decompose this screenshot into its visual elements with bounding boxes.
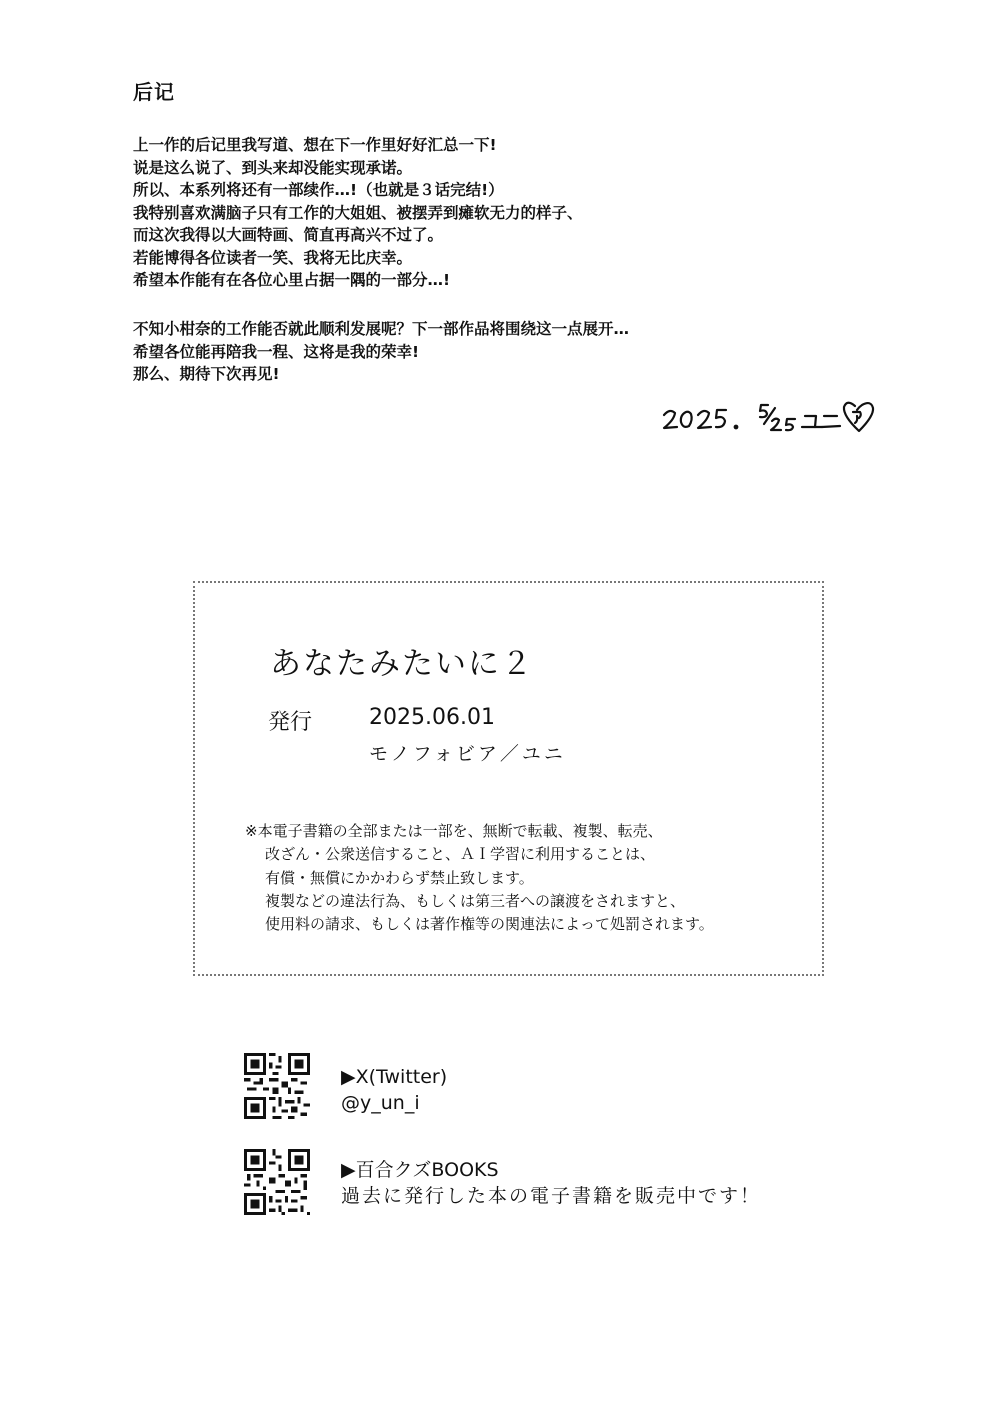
text-line: 说是这么说了、到头来却没能实现承诺。 <box>133 158 413 177</box>
copyright-notice <box>245 820 714 936</box>
text-line: 那么、期待下次再见! <box>133 365 280 383</box>
text-line: 所以、本系列将还有一部续作…!（也就是３话完结!） <box>133 181 504 199</box>
link-x-twitter[interactable] <box>341 1064 447 1116</box>
book-title: あなたみたいに２ <box>270 646 534 682</box>
link-title[interactable]: ▶X(Twitter) <box>341 1066 448 1088</box>
colophon-box <box>193 581 824 976</box>
afterword-title: 后记 <box>133 80 175 104</box>
text-line: 而这次我得以大画特画、简直再高兴不过了。 <box>133 226 444 244</box>
notice-line: ※本電子書籍の全部または一部を、無断で転載、複製、転売、 <box>245 822 663 840</box>
link-description: 過去に発行した本の電子書籍を販売中です！ <box>341 1185 762 1207</box>
publisher: モノフォビア／ユニ <box>369 743 566 765</box>
publish-label: 発行 <box>268 710 313 735</box>
notice-line: 複製などの違法行為、もしくは第三者への譲渡をされますと、 <box>265 891 686 910</box>
notice-line: 改ざん・公衆送信すること、ＡＩ学習に利用することは、 <box>265 845 656 864</box>
text-line: 上一作的后记里我写道、想在下一作里好好汇总一下! <box>133 136 497 154</box>
publish-date: 2025.06.01 <box>369 705 495 730</box>
text-line: 希望各位能再陪我一程、这将是我的荣幸! <box>133 342 420 361</box>
link-yuri-kuzu-books[interactable] <box>341 1157 761 1209</box>
text-line: 若能博得各位读者一笑、我将无比庆幸。 <box>133 248 413 267</box>
link-title[interactable]: ▶百合クズBOOKS <box>341 1159 499 1181</box>
text-line: 希望本作能有在各位心里占据一隅的一部分…! <box>133 271 451 289</box>
link-handle: @y_un_i <box>341 1092 420 1114</box>
qr-code-icon[interactable] <box>244 1149 310 1215</box>
handwritten-signature <box>660 398 890 443</box>
qr-code-icon[interactable] <box>244 1053 310 1119</box>
afterword-paragraph-1 <box>133 134 583 292</box>
text-line: 我特别喜欢满脑子只有工作的大姐姐、被摆弄到瘫软无力的样子、 <box>133 203 583 222</box>
notice-line: 使用料の請求、もしくは著作権等の関連法によって処罰されます。 <box>265 915 714 934</box>
text-line: 不知小柑奈的工作能否就此顺利发展呢？下一部作品将围绕这一点展开… <box>133 320 630 338</box>
notice-line: 有償・無償にかかわらず禁止致します。 <box>265 868 534 887</box>
afterword-paragraph-2 <box>133 318 629 386</box>
